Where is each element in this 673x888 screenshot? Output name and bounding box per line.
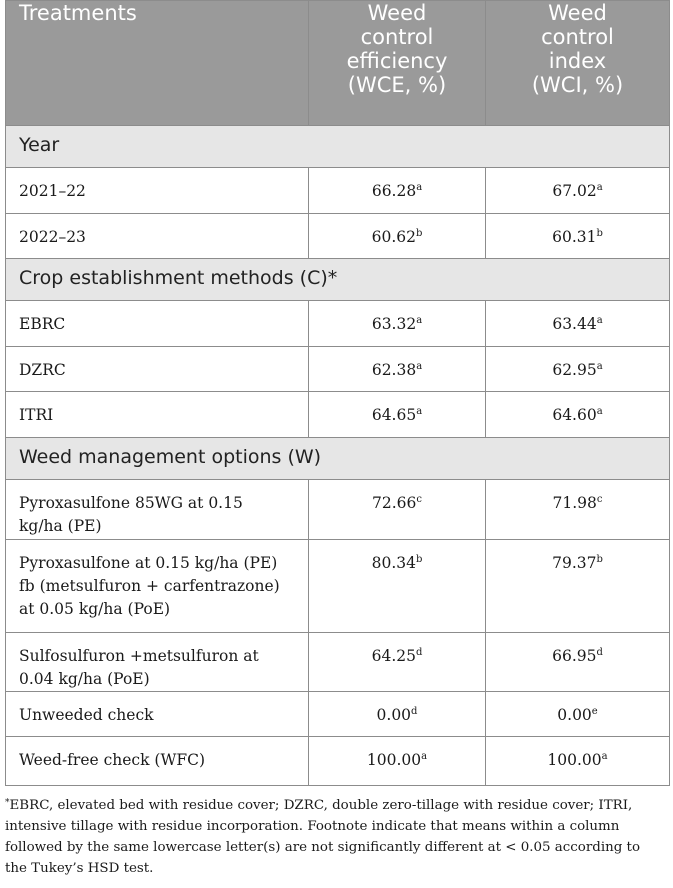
- header-wce-line: efficiency: [346, 49, 448, 73]
- table-row: [6, 692, 670, 737]
- wce-number: 80.34: [371, 554, 416, 572]
- table-row: [6, 392, 670, 438]
- row-label: [6, 737, 309, 786]
- section-crop-title: Crop establishment methods (C)*: [6, 259, 670, 301]
- wce-number: 64.25: [371, 647, 416, 665]
- row-label: [6, 392, 309, 438]
- wci-number: 71.98: [552, 494, 597, 512]
- wci-letter: a: [596, 182, 603, 193]
- wci-number: 63.44: [552, 315, 597, 333]
- row-label-line: at 0.05 kg/ha (PoE): [19, 600, 171, 618]
- wce-letter: b: [415, 554, 423, 565]
- wce-number: 66.28: [371, 182, 417, 200]
- wci-value: [486, 737, 670, 786]
- wci-letter: a: [601, 751, 608, 762]
- wce-value: [309, 737, 486, 786]
- wci-letter: c: [596, 494, 603, 505]
- footnote-line: EBRC, elevated bed with residue cover; DZRC, double zero-tillage with residue cover; ITRI,: [9, 798, 633, 813]
- wce-letter: b: [415, 228, 423, 239]
- wce-value: [309, 214, 486, 259]
- table-row: [6, 168, 670, 214]
- footnote-line: followed by the same lowercase letter(s) are not significantly different at < 0.05 according to: [5, 840, 641, 855]
- wci-value: [486, 214, 670, 259]
- wci-letter: a: [596, 406, 603, 417]
- row-label: [6, 480, 309, 540]
- wci-letter: a: [596, 361, 603, 372]
- row-label-line: Pyroxasulfone at 0.15 kg/ha (PE): [19, 554, 278, 572]
- row-label-line: EBRC: [19, 315, 66, 333]
- row-label-line: fb (metsulfuron + carfentrazone): [19, 577, 280, 595]
- header-wce-line: Weed: [367, 1, 427, 25]
- wci-value: [486, 168, 670, 214]
- wce-letter: a: [416, 182, 423, 193]
- wci-number: 62.95: [552, 361, 597, 379]
- wci-value: [486, 480, 670, 540]
- table-row: [6, 480, 670, 540]
- wci-value: [486, 540, 670, 633]
- row-label-line: 2021–22: [19, 182, 86, 200]
- header-wci: [486, 1, 670, 126]
- table-row: [6, 633, 670, 692]
- wce-letter: c: [416, 494, 422, 505]
- section-row: [6, 259, 670, 301]
- row-label-line: Sulfosulfuron +metsulfuron at: [19, 647, 259, 665]
- wce-value: [309, 480, 486, 540]
- wci-number: 0.00: [557, 706, 592, 724]
- wci-letter: d: [596, 647, 603, 658]
- row-label-line: Unweeded check: [19, 706, 154, 724]
- wci-value: [486, 301, 670, 347]
- wce-letter: a: [416, 361, 423, 372]
- wce-number: 63.32: [371, 315, 417, 333]
- wci-value: [486, 633, 670, 692]
- header-wce-line: (WCE, %): [347, 73, 447, 97]
- wci-letter: a: [596, 315, 603, 326]
- wce-number: 0.00: [376, 706, 412, 724]
- row-label: [6, 540, 309, 633]
- wce-value: [309, 692, 486, 737]
- wci-number: 67.02: [552, 182, 597, 200]
- footnote-marker: *: [5, 798, 10, 808]
- row-label-line: Pyroxasulfone 85WG at 0.15: [19, 494, 243, 512]
- wci-number: 64.60: [552, 406, 597, 424]
- wci-number: 66.95: [552, 647, 597, 665]
- table-row: [6, 737, 670, 786]
- wce-value: [309, 301, 486, 347]
- wci-value: [486, 392, 670, 438]
- row-label: [6, 633, 309, 692]
- table-row: [6, 347, 670, 392]
- section-weed-title: Weed management options (W): [6, 438, 670, 480]
- row-label: [6, 301, 309, 347]
- wce-number: 60.62: [371, 228, 416, 246]
- wce-number: 100.00: [366, 751, 422, 769]
- row-label-line: Weed-free check (WFC): [19, 751, 206, 769]
- header-wci-line: (WCI, %): [531, 73, 624, 97]
- row-label-line: 0.04 kg/ha (PoE): [19, 670, 150, 688]
- wci-number: 79.37: [552, 554, 597, 572]
- section-year-title: Year: [6, 126, 670, 168]
- header-wci-line: control: [541, 25, 614, 49]
- section-row: [6, 126, 670, 168]
- wce-letter: d: [411, 706, 418, 717]
- table-row: [6, 540, 670, 633]
- wce-number: 72.66: [372, 494, 417, 512]
- row-label: [6, 214, 309, 259]
- wce-number: 64.65: [371, 406, 417, 424]
- wce-letter: a: [421, 751, 428, 762]
- footnote-line: the Tukey’s HSD test.: [5, 861, 154, 876]
- header-wci-line: Weed: [548, 1, 607, 25]
- wce-value: [309, 633, 486, 692]
- header-wce: [309, 1, 486, 126]
- results-table: [5, 0, 670, 786]
- wci-value: [486, 347, 670, 392]
- wci-letter: b: [596, 554, 603, 565]
- row-label-line: kg/ha (PE): [19, 517, 102, 535]
- row-label: [6, 168, 309, 214]
- table-row: [6, 301, 670, 347]
- row-label-line: ITRI: [19, 406, 54, 424]
- row-label: [6, 692, 309, 737]
- wce-letter: a: [416, 315, 423, 326]
- wci-letter: e: [591, 706, 598, 717]
- footnote-line: intensive tillage with residue incorporation. Footnote indicate that means within a column: [5, 819, 620, 834]
- wce-letter: d: [415, 647, 423, 658]
- wce-value: [309, 347, 486, 392]
- header-treatments: Treatments: [6, 1, 309, 126]
- wce-letter: a: [416, 406, 423, 417]
- wci-value: [486, 692, 670, 737]
- row-label-line: 2022–23: [19, 228, 86, 246]
- section-row: [6, 438, 670, 480]
- wci-letter: b: [596, 228, 603, 239]
- table-footnote: [5, 795, 667, 879]
- row-label-line: DZRC: [19, 361, 66, 379]
- header-wci-line: index: [548, 49, 607, 73]
- wce-value: [309, 392, 486, 438]
- wce-number: 62.38: [371, 361, 417, 379]
- wce-value: [309, 540, 486, 633]
- wci-number: 100.00: [547, 751, 602, 769]
- table-row: [6, 214, 670, 259]
- wce-value: [309, 168, 486, 214]
- header-row: [6, 1, 670, 126]
- wci-number: 60.31: [552, 228, 597, 246]
- header-wce-line: control: [360, 25, 434, 49]
- row-label: [6, 347, 309, 392]
